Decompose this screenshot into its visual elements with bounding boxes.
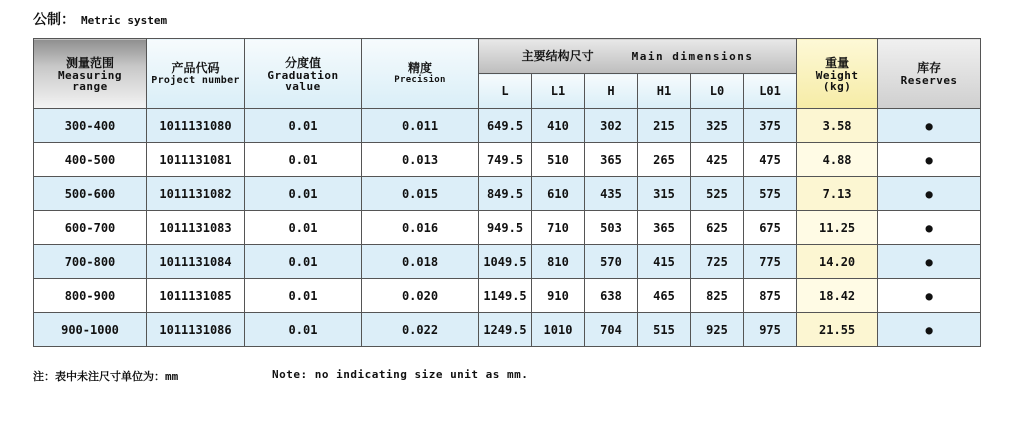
cell-H: 435 xyxy=(585,177,638,211)
cell-L1: 710 xyxy=(532,211,585,245)
table-row xyxy=(34,313,981,347)
cell-range: 900-1000 xyxy=(34,313,147,347)
cell-precision: 0.018 xyxy=(362,245,479,279)
header-measuring-range: 测量范围 Measuring range xyxy=(34,39,147,109)
cell-L0: 725 xyxy=(691,245,744,279)
cell-H: 704 xyxy=(585,313,638,347)
cell-weight: 14.20 xyxy=(797,245,878,279)
header-project-number: 产品代码 Project number xyxy=(147,39,245,109)
header-dim-L01: L01 xyxy=(744,74,797,109)
cell-range: 300-400 xyxy=(34,109,147,143)
cell-graduation: 0.01 xyxy=(245,177,362,211)
title-en: Metric system xyxy=(81,14,168,27)
cell-H1: 465 xyxy=(638,279,691,313)
header-main-dimensions: 主要结构尺寸 Main dimensions xyxy=(479,39,797,74)
cell-weight: 21.55 xyxy=(797,313,878,347)
header-dim-L1: L1 xyxy=(532,74,585,109)
cell-graduation: 0.01 xyxy=(245,279,362,313)
cell-H: 638 xyxy=(585,279,638,313)
cell-H1: 215 xyxy=(638,109,691,143)
cell-L01: 375 xyxy=(744,109,797,143)
cell-H1: 365 xyxy=(638,211,691,245)
cell-L: 749.5 xyxy=(479,143,532,177)
cell-reserves: ● xyxy=(878,143,981,177)
cell-graduation: 0.01 xyxy=(245,109,362,143)
cell-graduation: 0.01 xyxy=(245,211,362,245)
table-row xyxy=(34,211,981,245)
cell-L0: 925 xyxy=(691,313,744,347)
cell-reserves: ● xyxy=(878,109,981,143)
cell-weight: 7.13 xyxy=(797,177,878,211)
spec-table xyxy=(33,38,981,347)
header-dim-L0: L0 xyxy=(691,74,744,109)
cell-precision: 0.016 xyxy=(362,211,479,245)
note-en: Note: no indicating size unit as mm. xyxy=(272,368,529,381)
cell-code: 1011131084 xyxy=(147,245,245,279)
cell-L: 1249.5 xyxy=(479,313,532,347)
cell-L01: 975 xyxy=(744,313,797,347)
cell-range: 400-500 xyxy=(34,143,147,177)
note-cn xyxy=(33,368,178,384)
cell-range: 800-900 xyxy=(34,279,147,313)
table-row xyxy=(34,279,981,313)
cell-L0: 525 xyxy=(691,177,744,211)
cell-graduation: 0.01 xyxy=(245,245,362,279)
cell-graduation: 0.01 xyxy=(245,313,362,347)
cell-H: 302 xyxy=(585,109,638,143)
cell-H: 365 xyxy=(585,143,638,177)
cell-L: 849.5 xyxy=(479,177,532,211)
header-precision: 精度 Precision xyxy=(362,39,479,109)
table-row xyxy=(34,245,981,279)
cell-L1: 610 xyxy=(532,177,585,211)
cell-L: 1149.5 xyxy=(479,279,532,313)
cell-range: 700-800 xyxy=(34,245,147,279)
cell-L01: 575 xyxy=(744,177,797,211)
cell-range: 600-700 xyxy=(34,211,147,245)
cell-L0: 825 xyxy=(691,279,744,313)
header-weight: 重量 Weight (kg) xyxy=(797,39,878,109)
cell-L01: 875 xyxy=(744,279,797,313)
cell-H1: 265 xyxy=(638,143,691,177)
cell-L01: 775 xyxy=(744,245,797,279)
cell-L: 649.5 xyxy=(479,109,532,143)
cell-precision: 0.020 xyxy=(362,279,479,313)
cell-L0: 625 xyxy=(691,211,744,245)
cell-L0: 325 xyxy=(691,109,744,143)
note-cn-unit: mm xyxy=(165,370,179,383)
header-dim-L: L xyxy=(479,74,532,109)
cell-L1: 1010 xyxy=(532,313,585,347)
cell-precision: 0.022 xyxy=(362,313,479,347)
cell-L1: 910 xyxy=(532,279,585,313)
cell-L0: 425 xyxy=(691,143,744,177)
cell-reserves: ● xyxy=(878,245,981,279)
header-dim-H: H xyxy=(585,74,638,109)
title-cn: 公制： xyxy=(33,12,75,28)
cell-H1: 515 xyxy=(638,313,691,347)
cell-code: 1011131082 xyxy=(147,177,245,211)
cell-weight: 18.42 xyxy=(797,279,878,313)
cell-code: 1011131085 xyxy=(147,279,245,313)
cell-code: 1011131086 xyxy=(147,313,245,347)
cell-H1: 315 xyxy=(638,177,691,211)
cell-precision: 0.013 xyxy=(362,143,479,177)
cell-L01: 675 xyxy=(744,211,797,245)
header-dim-H1: H1 xyxy=(638,74,691,109)
cell-reserves: ● xyxy=(878,279,981,313)
cell-code: 1011131080 xyxy=(147,109,245,143)
cell-graduation: 0.01 xyxy=(245,143,362,177)
cell-H1: 415 xyxy=(638,245,691,279)
cell-reserves: ● xyxy=(878,313,981,347)
cell-weight: 4.88 xyxy=(797,143,878,177)
cell-L1: 810 xyxy=(532,245,585,279)
header-reserves: 库存 Reserves xyxy=(878,39,981,109)
cell-reserves: ● xyxy=(878,211,981,245)
cell-L1: 510 xyxy=(532,143,585,177)
header-graduation: 分度值 Graduation value xyxy=(245,39,362,109)
cell-L: 949.5 xyxy=(479,211,532,245)
cell-reserves: ● xyxy=(878,177,981,211)
note-cn-text: 注：表中未注尺寸单位为： xyxy=(33,370,165,383)
cell-L: 1049.5 xyxy=(479,245,532,279)
cell-L01: 475 xyxy=(744,143,797,177)
table-row xyxy=(34,109,981,143)
cell-H: 503 xyxy=(585,211,638,245)
cell-range: 500-600 xyxy=(34,177,147,211)
page-title xyxy=(33,9,167,29)
cell-code: 1011131083 xyxy=(147,211,245,245)
table-row xyxy=(34,177,981,211)
cell-L1: 410 xyxy=(532,109,585,143)
cell-code: 1011131081 xyxy=(147,143,245,177)
cell-weight: 11.25 xyxy=(797,211,878,245)
table-row xyxy=(34,143,981,177)
cell-H: 570 xyxy=(585,245,638,279)
cell-precision: 0.011 xyxy=(362,109,479,143)
cell-precision: 0.015 xyxy=(362,177,479,211)
cell-weight: 3.58 xyxy=(797,109,878,143)
